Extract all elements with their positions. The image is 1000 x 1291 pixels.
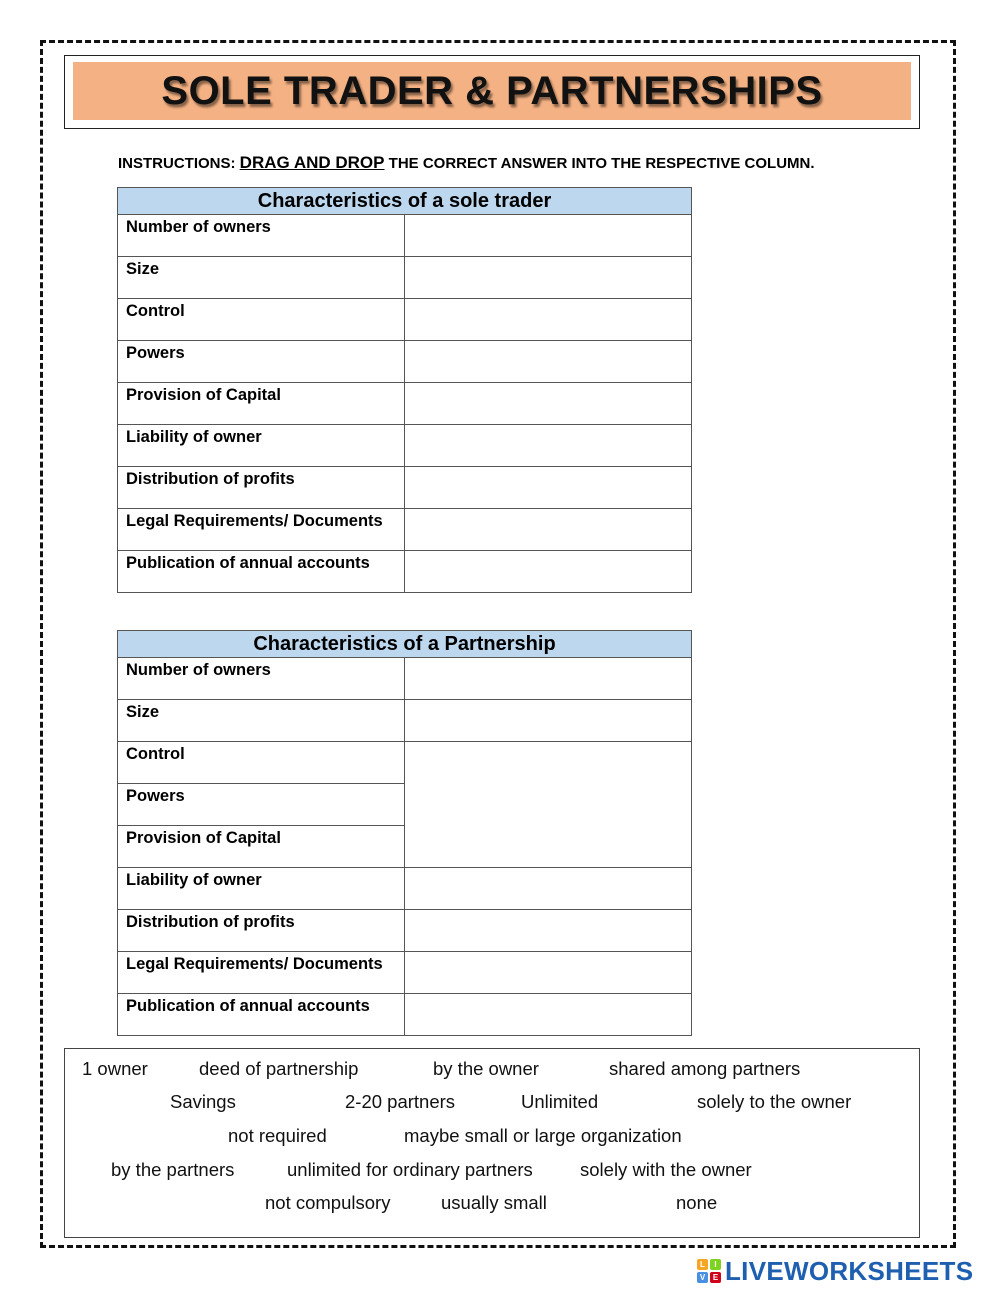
partnership-table-heading: Characteristics of a Partnership <box>118 631 692 658</box>
sole-trader-table-heading: Characteristics of a sole trader <box>118 188 692 215</box>
instructions-suffix: THE CORRECT ANSWER INTO THE RESPECTIVE COLUMN. <box>384 155 815 172</box>
table-row <box>118 551 692 593</box>
drop-zone[interactable] <box>405 425 692 467</box>
logo-text: LIVEWORKSHEETS <box>725 1255 974 1286</box>
table-row <box>118 383 692 425</box>
drop-zone[interactable] <box>405 341 692 383</box>
drop-zone[interactable] <box>405 952 692 994</box>
table-row <box>118 509 692 551</box>
table-row <box>118 467 692 509</box>
drop-zone[interactable] <box>405 509 692 551</box>
row-label: Powers <box>118 784 405 826</box>
row-label: Size <box>118 700 405 742</box>
table-row <box>118 910 692 952</box>
drop-zone[interactable] <box>405 299 692 341</box>
page-title: SOLE TRADER & PARTNERSHIPS <box>161 68 823 113</box>
table-row <box>118 425 692 467</box>
row-label: Liability of owner <box>118 425 405 467</box>
table-row <box>118 299 692 341</box>
row-label: Provision of Capital <box>118 383 405 425</box>
drop-zone-merged[interactable] <box>405 742 692 868</box>
logo-block: V <box>697 1272 708 1283</box>
answer-chip[interactable]: deed of partnership <box>199 1058 359 1079</box>
liveworksheets-logo <box>697 1257 973 1285</box>
answer-chip[interactable]: not required <box>228 1125 327 1146</box>
answer-bank <box>64 1048 920 1238</box>
logo-block: E <box>710 1272 721 1283</box>
drop-zone[interactable] <box>405 383 692 425</box>
logo-block: I <box>710 1259 721 1270</box>
answer-chip[interactable]: by the owner <box>433 1058 539 1079</box>
drop-zone[interactable] <box>405 467 692 509</box>
table-row <box>118 257 692 299</box>
answer-chip[interactable]: usually small <box>441 1192 547 1213</box>
logo-blocks-icon <box>697 1259 721 1283</box>
instructions-emphasis: DRAG AND DROP <box>239 153 385 172</box>
row-label: Liability of owner <box>118 868 405 910</box>
row-label: Control <box>118 742 405 784</box>
answer-chip[interactable]: maybe small or large organization <box>404 1125 682 1146</box>
table-row <box>118 994 692 1036</box>
row-label: Legal Requirements/ Documents <box>118 509 405 551</box>
row-label: Publication of annual accounts <box>118 551 405 593</box>
answer-chip[interactable]: by the partners <box>111 1159 235 1180</box>
partnership-table <box>117 630 692 1036</box>
table-row <box>118 215 692 257</box>
table-row <box>118 742 692 784</box>
row-label: Provision of Capital <box>118 826 405 868</box>
drop-zone[interactable] <box>405 215 692 257</box>
answer-chip[interactable]: 1 owner <box>82 1058 148 1079</box>
row-label: Distribution of profits <box>118 467 405 509</box>
logo-block: L <box>697 1259 708 1270</box>
row-label: Number of owners <box>118 658 405 700</box>
drop-zone[interactable] <box>405 868 692 910</box>
row-label: Powers <box>118 341 405 383</box>
drop-zone[interactable] <box>405 551 692 593</box>
row-label: Control <box>118 299 405 341</box>
answer-chip[interactable]: unlimited for ordinary partners <box>287 1159 533 1180</box>
row-label: Distribution of profits <box>118 910 405 952</box>
answer-chip[interactable]: solely to the owner <box>697 1091 852 1112</box>
table-row <box>118 952 692 994</box>
answer-chip[interactable]: 2-20 partners <box>345 1091 456 1112</box>
table-row <box>118 341 692 383</box>
instructions-prefix: INSTRUCTIONS: <box>118 155 240 172</box>
drop-zone[interactable] <box>405 257 692 299</box>
table-row <box>118 658 692 700</box>
table-row <box>118 700 692 742</box>
row-label: Legal Requirements/ Documents <box>118 952 405 994</box>
answer-chip[interactable]: Unlimited <box>521 1091 599 1112</box>
answer-chip[interactable]: solely with the owner <box>580 1159 752 1180</box>
title-band <box>73 62 911 120</box>
answer-chip[interactable]: none <box>676 1192 718 1213</box>
answer-chip[interactable]: not compulsory <box>265 1192 391 1213</box>
drop-zone[interactable] <box>405 994 692 1036</box>
drop-zone[interactable] <box>405 910 692 952</box>
row-label: Size <box>118 257 405 299</box>
drop-zone[interactable] <box>405 700 692 742</box>
row-label: Number of owners <box>118 215 405 257</box>
row-label: Publication of annual accounts <box>118 994 405 1036</box>
sole-trader-table <box>117 187 692 593</box>
title-box <box>64 55 920 129</box>
table-row <box>118 868 692 910</box>
answer-chip[interactable]: shared among partners <box>609 1058 801 1079</box>
answer-chip[interactable]: Savings <box>170 1091 236 1112</box>
drop-zone[interactable] <box>405 658 692 700</box>
instructions <box>118 153 815 173</box>
